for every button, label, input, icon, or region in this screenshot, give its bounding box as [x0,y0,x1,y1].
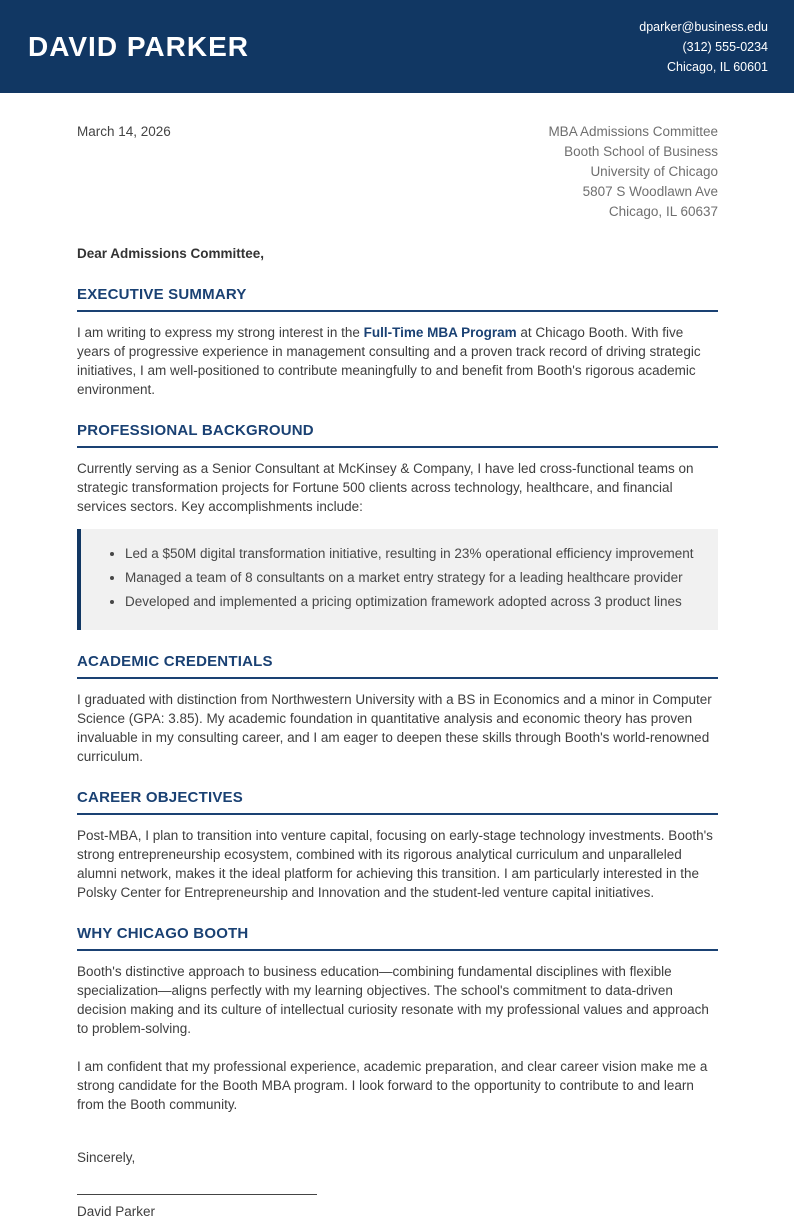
recipient-line: University of Chicago [590,164,718,179]
section-title-executive-summary: EXECUTIVE SUMMARY [77,285,718,312]
recipient-line: Chicago, IL 60637 [608,204,718,219]
salutation: Dear Admissions Committee, [77,246,265,261]
signature-name: David Parker [77,1204,156,1219]
contact-email: dparker@business.edu [639,19,768,34]
list-item: • Led a $50M digital transformation initiative, resulting in 23% operational efficiency improvement [125,544,698,563]
paragraph-text: at Chicago Booth. With five years of progressive experience in management consulting and a proven track record of driving strategic initiatives, I am well-positioned to contribute meaningfully to and benefit from Booth's rigorous academic environment. [77,325,701,397]
contact-block [639,17,768,77]
recipient-line: MBA Admissions Committee [548,124,718,139]
recipient-line: Booth School of Business [564,144,718,159]
paragraph-text: I am writing to express my strong interest in the [77,325,364,340]
executive-summary-paragraph [77,323,718,399]
professional-background-paragraph: Currently serving as a Senior Consultant at McKinsey & Company, I have led cross-functional teams on strategic transformation projects for Fortune 500 clients across technology, healthcare, and financial services sectors. Key accomplishments include: [77,461,694,514]
why-chicago-booth-paragraph: Booth's distinctive approach to business education—combining fundamental disciplines with flexible specialization—aligns perfectly with my learning objectives. The school's commitment to data-driven decision making and its culture of intellectual curiosity resonate with my professional values and approach to problem-solving. [77,964,709,1036]
letter-date: March 14, 2026 [77,124,171,139]
program-name-highlight: Full-Time MBA Program [363,325,517,340]
list-item: • Developed and implemented a pricing optimization framework adopted across 3 product lines [125,592,698,611]
section-title-academic-credentials: ACADEMIC CREDENTIALS [77,652,718,679]
section-title-professional-background: PROFESSIONAL BACKGROUND [77,421,718,448]
recipient-line: 5807 S Woodlawn Ave [582,184,718,199]
valediction: Sincerely, [77,1150,136,1165]
career-objectives-paragraph: Post-MBA, I plan to transition into venture capital, focusing on early-stage technology investments. Booth's strong entrepreneurship ecosystem, combined with its rigorous analytical curriculum and unparalleled alumni network, makes it the ideal platform for achieving this transition. I am particularly interested in the Polsky Center for Entrepreneurship and Innovation and the student-led venture capital initiatives. [77,828,713,900]
contact-phone: (312) 555-0234 [682,39,768,54]
letterhead [0,0,794,93]
recipient-address [548,122,718,222]
list-item: • Managed a team of 8 consultants on a market entry strategy for a leading healthcare provider [125,568,698,587]
accomplishments-list [91,544,698,611]
contact-location: Chicago, IL 60601 [666,59,768,74]
applicant-name: DAVID PARKER [28,30,249,62]
date-recipient-row [77,122,718,222]
academic-credentials-paragraph: I graduated with distinction from Northwestern University with a BS in Economics and a minor in Computer Science (GPA: 3.85). My academic foundation in quantitative analysis and economic theory has proven invaluable in my consulting career, and I am eager to deepen these skills through Booth's world-renowned curriculum. [77,692,712,764]
letter-body [0,93,794,1221]
section-title-why-chicago-booth: WHY CHICAGO BOOTH [77,924,718,951]
section-title-career-objectives: CAREER OBJECTIVES [77,788,718,815]
accomplishments-box [77,529,718,630]
closing-statement-paragraph: I am confident that my professional experience, academic preparation, and clear career vision make me a strong candidate for the Booth MBA program. I look forward to the opportunity to contribute to and learn from the Booth community. [77,1059,708,1112]
signature-line [77,1194,317,1195]
